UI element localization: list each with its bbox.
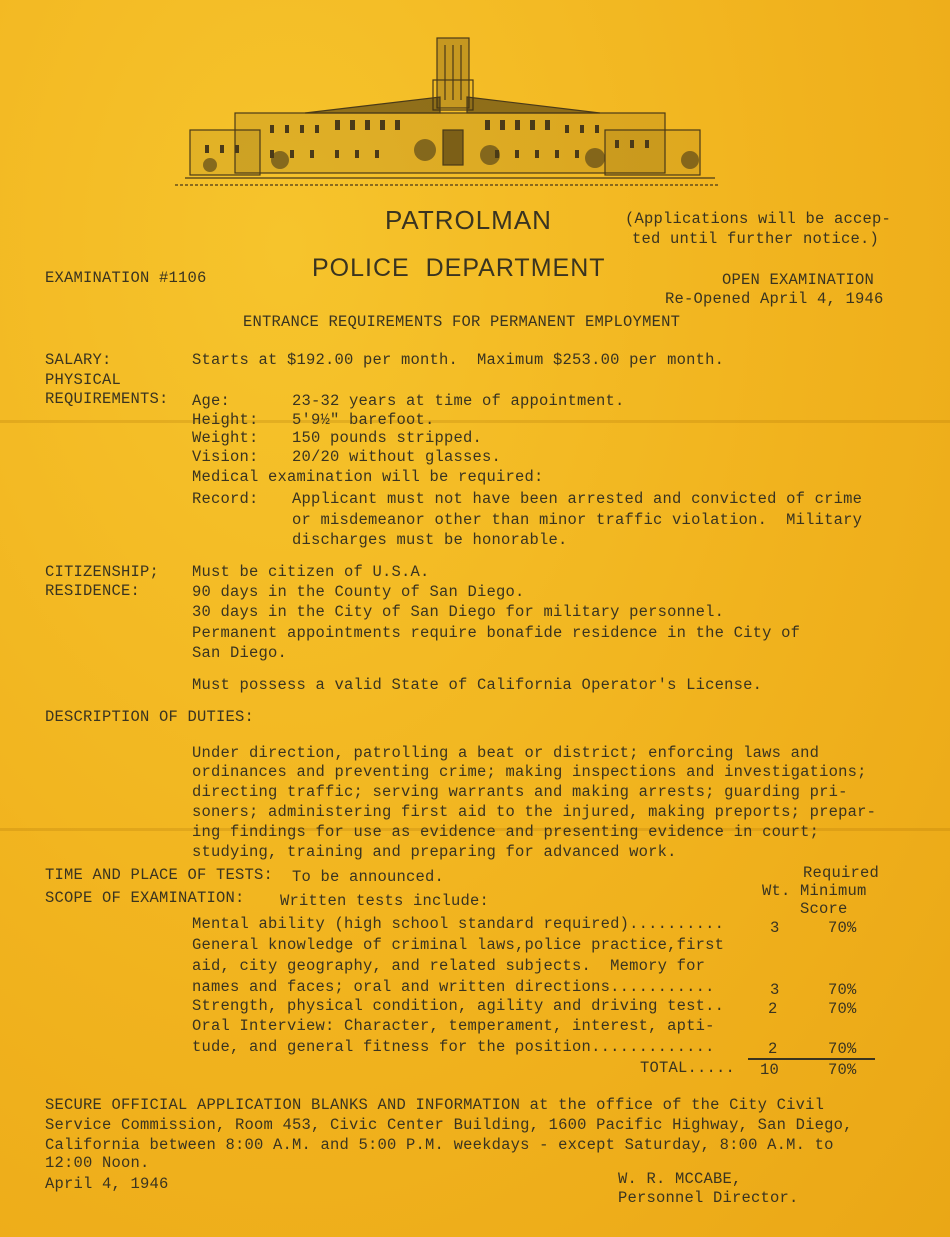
height-value: 5'9½" barefoot. [292,411,435,429]
record-line-2: or misdemeanor other than minor traffic violation. Military [292,511,863,529]
test-row-2-wt: 3 [770,981,780,999]
total-wt: 10 [760,1061,780,1079]
test-row-1-min: 70% [828,919,857,937]
test-row-3-wt: 2 [768,1000,778,1018]
test-row-1-wt: 3 [770,919,780,937]
civic-center-building-illustration [175,0,725,195]
duties-line-6: studying, training and preparing for advanced work. [192,843,677,861]
record-key: Record: [192,490,259,508]
duties-line-3: directing traffic; serving warrants and making arrests; guarding pri- [192,783,848,801]
time-place-value: To be announced. [292,868,445,886]
department-title: POLICE DEPARTMENT [312,254,606,282]
record-line-3: discharges must be honorable. [292,531,568,549]
reopened-date: Re-Opened April 4, 1946 [665,290,884,308]
signer-name: W. R. MCCABE, [618,1170,742,1188]
test-row-2-line-1: General knowledge of criminal laws,police practice,first [192,936,725,954]
age-key: Age: [192,392,231,410]
salary-text: Starts at $192.00 per month. Maximum $253.00 per month. [192,351,725,369]
vision-value: 20/20 without glasses. [292,448,502,466]
citizenship-line-4: Permanent appointments require bonafide residence in the City of [192,624,801,642]
test-row-4-line-2: tude, and general fitness for the position............. [192,1038,715,1056]
test-row-1-line-1: Mental ability (high school standard required).......... [192,915,725,933]
applications-note-line-1: (Applications will be accep- [625,210,892,228]
citizenship-line-2: 90 days in the County of San Diego. [192,583,525,601]
duties-line-2: ordinances and preventing crime; making inspections and investigations; [192,763,867,781]
paper-fold [0,420,950,423]
medical-line: Medical examination will be required: [192,468,544,486]
position-title: PATROLMAN [385,205,552,235]
weight-key: Weight: [192,429,259,447]
subtitle: ENTRANCE REQUIREMENTS FOR PERMANENT EMPLOYMENT [243,313,681,331]
physical-label-1: PHYSICAL [45,371,122,389]
time-place-label: TIME AND PLACE OF TESTS: [45,866,274,884]
minimum-header: Minimum [800,882,867,900]
exam-number: EXAMINATION #1106 [45,269,207,287]
age-value: 23-32 years at time of appointment. [292,392,625,410]
height-key: Height: [192,411,259,429]
open-exam-label: OPEN EXAMINATION [722,271,875,289]
footer-line-3: California between 8:00 A.M. and 5:00 P.M. weekdays - except Saturday, 8:00 A.M. to [45,1136,834,1154]
scope-label: SCOPE OF EXAMINATION: [45,889,245,907]
physical-label-2: REQUIREMENTS: [45,390,169,408]
duties-line-4: soners; administering first aid to the injured, making preports; prepar- [192,803,877,821]
license-line: Must possess a valid State of California Operator's License. [192,676,763,694]
record-line-1: Applicant must not have been arrested and convicted of crime [292,490,863,508]
test-row-3-line-1: Strength, physical condition, agility and driving test.. [192,997,725,1015]
test-row-2-min: 70% [828,981,857,999]
citizenship-line-1: Must be citizen of U.S.A. [192,563,430,581]
footer-line-1: SECURE OFFICIAL APPLICATION BLANKS AND INFORMATION at the office of the City Civil [45,1096,825,1114]
footer-date: April 4, 1946 [45,1175,169,1193]
wt-header: Wt. [762,882,791,900]
citizenship-label-2: RESIDENCE: [45,582,141,600]
scope-value: Written tests include: [280,892,490,910]
score-header: Score [800,900,848,918]
citizenship-line-5: San Diego. [192,644,288,662]
test-row-2-line-2: aid, city geography, and related subjects. Memory for [192,957,706,975]
test-row-2-line-3: names and faces; oral and written directions........... [192,978,715,996]
signer-title: Personnel Director. [618,1189,799,1207]
test-row-3-min: 70% [828,1000,857,1018]
vision-key: Vision: [192,448,259,466]
test-row-4-min: 70% [828,1040,857,1058]
citizenship-line-3: 30 days in the City of San Diego for military personnel. [192,603,725,621]
weight-value: 150 pounds stripped. [292,429,483,447]
applications-note-line-2: ted until further notice.) [632,230,880,248]
salary-label: SALARY: [45,351,112,369]
duties-line-1: Under direction, patrolling a beat or district; enforcing laws and [192,744,820,762]
duties-line-5: ing findings for use as evidence and presenting evidence in court; [192,823,820,841]
duties-label: DESCRIPTION OF DUTIES: [45,708,255,726]
total-min: 70% [828,1061,857,1079]
footer-line-4: 12:00 Noon. [45,1154,150,1172]
test-row-4-line-1: Oral Interview: Character, temperament, interest, apti- [192,1017,715,1035]
total-label: TOTAL..... [640,1059,736,1077]
citizenship-label-1: CITIZENSHIP; [45,563,160,581]
test-row-4-wt: 2 [768,1040,778,1058]
required-header: Required [803,864,880,882]
footer-line-2: Service Commission, Room 453, Civic Center Building, 1600 Pacific Highway, San Diego, [45,1116,853,1134]
